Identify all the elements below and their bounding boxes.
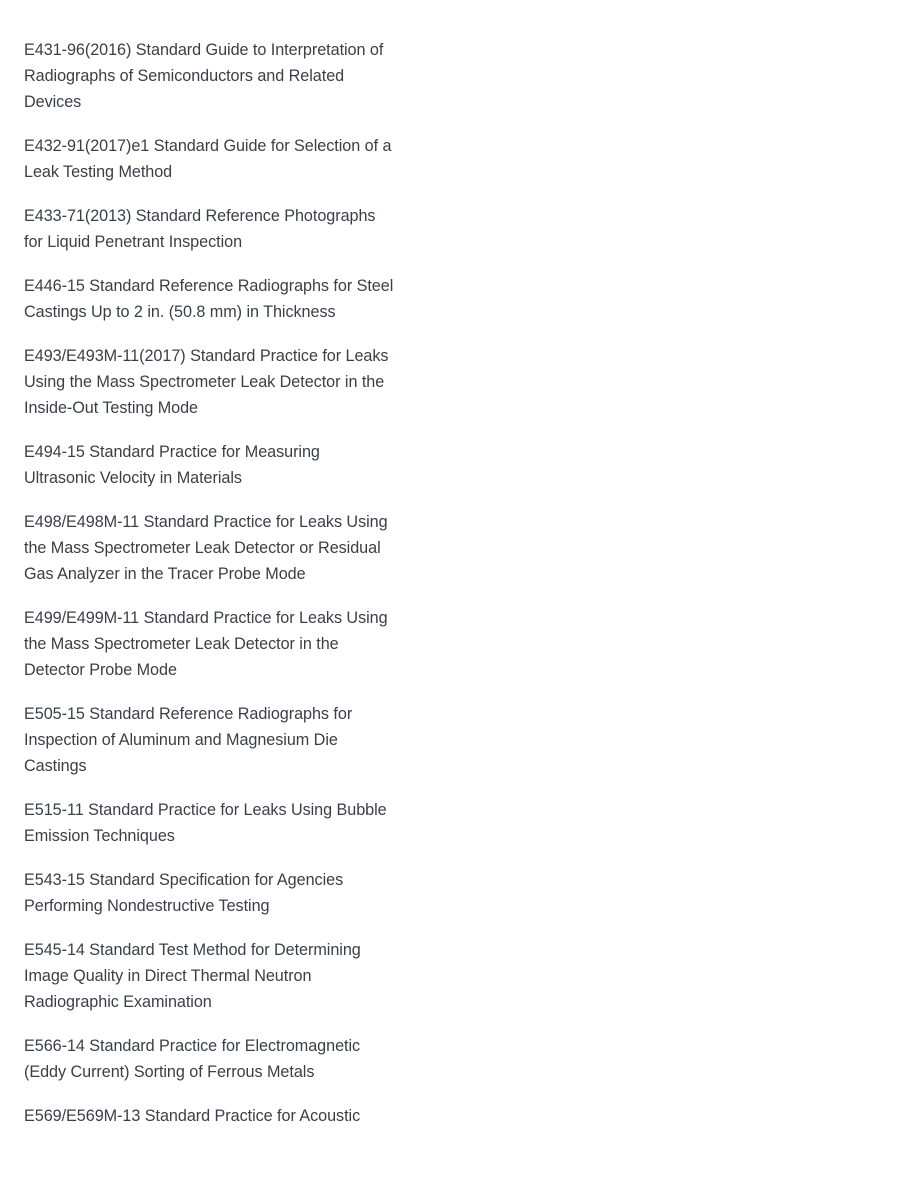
list-item: E545-14 Standard Test Method for Determining Image Quality in Direct Thermal Neutron Radiographic Examination [24,941,361,1011]
list-item: E566-14 Standard Practice for Electromagnetic (Eddy Current) Sorting of Ferrous Metals [24,1037,361,1081]
list-item: E494-15 Standard Practice for Measuring Ultrasonic Velocity in Materials [24,443,320,487]
list-item: E431-96(2016) Standard Guide to Interpretation of Radiographs of Semiconductors and Related Devices [24,41,384,111]
list-item: E543-15 Standard Specification for Agencies Performing Nondestructive Testing [24,871,344,915]
list-item: E432-91(2017)e1 Standard Guide for Selection of a Leak Testing Method [24,137,392,181]
list-item: E498/E498M-11 Standard Practice for Leaks Using the Mass Spectrometer Leak Detector or Residual Gas Analyzer in the Tracer Probe Mode [24,513,388,583]
list-item: E569/E569M-13 Standard Practice for Acoustic [24,1107,361,1125]
list-item: E505-15 Standard Reference Radiographs for Inspection of Aluminum and Magnesium Die Castings [24,705,353,775]
list-item: E499/E499M-11 Standard Practice for Leaks Using the Mass Spectrometer Leak Detector in the Detector Probe Mode [24,609,388,679]
list-item: E446-15 Standard Reference Radiographs for Steel Castings Up to 2 in. (50.8 mm) in Thickness [24,277,394,321]
list-item: E493/E493M-11(2017) Standard Practice for Leaks Using the Mass Spectrometer Leak Detector in the Inside-Out Testing Mode [24,347,389,417]
list-item: E433-71(2013) Standard Reference Photographs for Liquid Penetrant Inspection [24,207,376,251]
list-item: E515-11 Standard Practice for Leaks Using Bubble Emission Techniques [24,801,387,845]
standards-list [24,37,394,1147]
